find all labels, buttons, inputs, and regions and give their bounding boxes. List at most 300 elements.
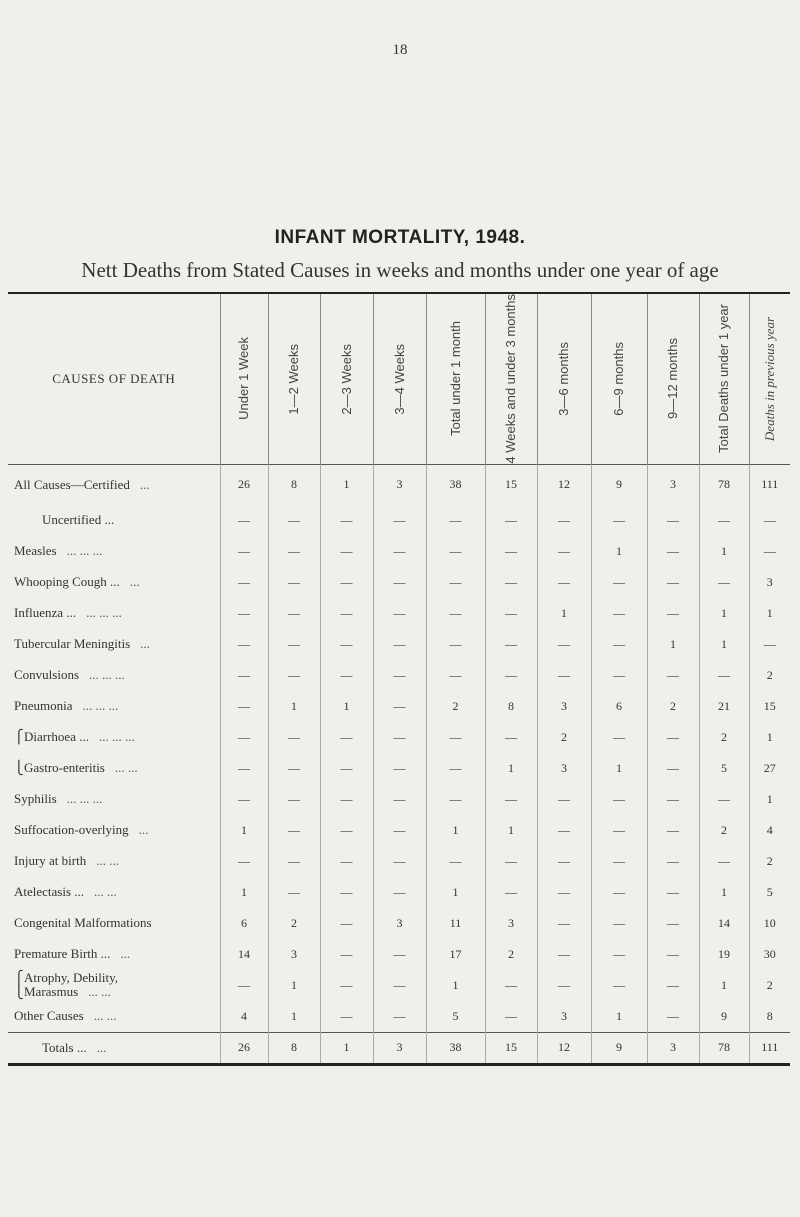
value-cell: — (426, 505, 485, 536)
cause-label: Pneumonia (14, 698, 73, 714)
value-cell: 6 (591, 691, 647, 722)
value-cell: — (485, 722, 537, 753)
value-cell: 1 (591, 1001, 647, 1033)
value-cell: — (320, 1001, 373, 1033)
value-cell: — (268, 753, 320, 784)
cause-cell (8, 877, 220, 908)
total-value-cell: 8 (268, 1032, 320, 1064)
col-header-previous-year: Deaths in previous year (749, 293, 790, 464)
value-cell: 1 (699, 970, 749, 1001)
value-cell: 1 (749, 722, 790, 753)
value-cell: — (373, 939, 426, 970)
value-cell: — (220, 536, 268, 567)
value-cell: — (220, 846, 268, 877)
value-cell: 1 (699, 629, 749, 660)
table-row (8, 629, 790, 660)
value-cell: — (373, 970, 426, 1001)
value-cell: 19 (699, 939, 749, 970)
col-header-6-9-months: 6—9 months (591, 293, 647, 464)
value-cell: — (268, 536, 320, 567)
value-cell: 1 (537, 598, 591, 629)
value-cell: — (268, 629, 320, 660)
value-cell: — (591, 660, 647, 691)
cause-cell (8, 1001, 220, 1033)
value-cell: — (591, 722, 647, 753)
value-cell: — (485, 629, 537, 660)
value-cell: 1 (268, 1001, 320, 1033)
value-cell: — (485, 846, 537, 877)
value-cell: 15 (749, 691, 790, 722)
cause-label: Atrophy, Debility, (24, 970, 118, 986)
value-cell: — (647, 753, 699, 784)
value-cell: — (268, 722, 320, 753)
value-cell: 14 (699, 908, 749, 939)
value-cell: — (373, 691, 426, 722)
value-cell: — (373, 815, 426, 846)
value-cell: — (220, 505, 268, 536)
value-cell: — (426, 722, 485, 753)
leader-dots: ... ... ... (66, 543, 103, 559)
totals-label-cell (8, 1032, 220, 1064)
value-cell: — (647, 877, 699, 908)
value-cell: — (320, 815, 373, 846)
value-cell: 1 (485, 753, 537, 784)
value-cell: — (537, 660, 591, 691)
value-cell: — (591, 846, 647, 877)
value-cell: — (426, 629, 485, 660)
leader-dots: ... (120, 946, 131, 962)
cause-cell (8, 691, 220, 722)
value-cell: — (537, 505, 591, 536)
cause-label: Gastro-enteritis (24, 760, 105, 776)
value-cell: 1 (320, 464, 373, 505)
cause-cell (8, 908, 220, 939)
cause-label: Whooping Cough ... (14, 574, 120, 590)
value-cell: 6 (220, 908, 268, 939)
leader-dots: ... (140, 636, 150, 652)
value-cell: 1 (320, 691, 373, 722)
value-cell: 2 (647, 691, 699, 722)
value-cell: 12 (537, 464, 591, 505)
cause-label: Diarrhoea ... (24, 729, 89, 745)
total-value-cell: 78 (699, 1032, 749, 1064)
causes-header: CAUSES OF DEATH (52, 370, 176, 386)
value-cell: — (373, 536, 426, 567)
value-cell: — (537, 536, 591, 567)
value-cell: — (485, 877, 537, 908)
value-cell: — (485, 536, 537, 567)
value-cell: 3 (373, 464, 426, 505)
table-row (8, 722, 790, 753)
value-cell: — (373, 846, 426, 877)
total-value-cell: 38 (426, 1032, 485, 1064)
table-row (8, 691, 790, 722)
col-header-4-weeks-3-months: 4 Weeks and under 3 months (485, 293, 537, 464)
cause-cell (8, 629, 220, 660)
table-row (8, 815, 790, 846)
value-cell: 1 (220, 815, 268, 846)
value-cell: 14 (220, 939, 268, 970)
value-cell: 11 (426, 908, 485, 939)
cause-cell (8, 464, 220, 505)
value-cell: 3 (537, 1001, 591, 1033)
table-row (8, 1001, 790, 1033)
leader-dots: ... ... (94, 884, 117, 900)
value-cell: 3 (485, 908, 537, 939)
value-cell: — (485, 1001, 537, 1033)
value-cell: 5 (749, 877, 790, 908)
value-cell: — (699, 784, 749, 815)
cause-cell (8, 970, 220, 1001)
total-value-cell: 12 (537, 1032, 591, 1064)
value-cell: — (591, 629, 647, 660)
value-cell: — (485, 598, 537, 629)
value-cell: — (591, 784, 647, 815)
total-value-cell: 111 (749, 1032, 790, 1064)
cause-label: Uncertified ... (42, 512, 115, 528)
value-cell: 3 (373, 908, 426, 939)
value-cell: 2 (699, 815, 749, 846)
value-cell: — (647, 815, 699, 846)
value-cell: 27 (749, 753, 790, 784)
value-cell: 1 (749, 598, 790, 629)
value-cell: — (647, 598, 699, 629)
value-cell: — (373, 598, 426, 629)
value-cell: 4 (749, 815, 790, 846)
brace-mark: ⎧ (14, 970, 24, 986)
value-cell: — (426, 567, 485, 598)
value-cell: — (647, 784, 699, 815)
totals-row (8, 1032, 790, 1064)
value-cell: — (485, 660, 537, 691)
value-cell: — (320, 784, 373, 815)
value-cell: — (373, 505, 426, 536)
value-cell: — (426, 660, 485, 691)
value-cell: — (320, 877, 373, 908)
value-cell: 1 (268, 970, 320, 1001)
value-cell: 2 (749, 970, 790, 1001)
value-cell: — (591, 567, 647, 598)
value-cell: 1 (485, 815, 537, 846)
value-cell: — (320, 722, 373, 753)
value-cell: 9 (699, 1001, 749, 1033)
value-cell: — (591, 877, 647, 908)
cause-cell (8, 567, 220, 598)
cause-label: Suffocation-overlying (14, 822, 129, 838)
value-cell: — (268, 846, 320, 877)
value-cell: 9 (591, 464, 647, 505)
value-cell: — (220, 660, 268, 691)
table-row (8, 536, 790, 567)
value-cell: — (537, 939, 591, 970)
col-header-9-12-months: 9—12 months (647, 293, 699, 464)
value-cell: — (220, 598, 268, 629)
value-cell: — (749, 536, 790, 567)
leader-dots: ... ... ... (86, 605, 122, 621)
cause-cell (8, 939, 220, 970)
table-row (8, 505, 790, 536)
value-cell: 111 (749, 464, 790, 505)
value-cell: — (537, 846, 591, 877)
cause-label: Injury at birth (14, 853, 87, 869)
leader-dots: ... (138, 822, 149, 838)
mortality-table-container (8, 292, 790, 1066)
value-cell: 3 (749, 567, 790, 598)
header-row (8, 293, 790, 464)
value-cell: — (591, 908, 647, 939)
cause-cell (8, 536, 220, 567)
value-cell: 78 (699, 464, 749, 505)
value-cell: — (749, 629, 790, 660)
cause-label-continued: Marasmus (24, 984, 79, 1000)
value-cell: — (647, 722, 699, 753)
value-cell: 1 (699, 598, 749, 629)
mortality-table (8, 292, 790, 1066)
value-cell: — (320, 598, 373, 629)
value-cell: — (426, 536, 485, 567)
value-cell: 10 (749, 908, 790, 939)
table-row (8, 877, 790, 908)
value-cell: — (647, 970, 699, 1001)
value-cell: — (268, 660, 320, 691)
value-cell: 8 (749, 1001, 790, 1033)
value-cell: — (699, 567, 749, 598)
value-cell: — (220, 722, 268, 753)
value-cell: 1 (426, 970, 485, 1001)
value-cell: — (537, 908, 591, 939)
value-cell: — (485, 784, 537, 815)
value-cell: — (537, 970, 591, 1001)
page-number: 18 (392, 42, 408, 58)
value-cell: 1 (699, 536, 749, 567)
value-cell: — (537, 784, 591, 815)
leader-dots: ... (96, 1039, 107, 1055)
table-row (8, 846, 790, 877)
value-cell: — (268, 815, 320, 846)
value-cell: — (591, 598, 647, 629)
table-row (8, 753, 790, 784)
value-cell: 5 (699, 753, 749, 784)
value-cell: 2 (485, 939, 537, 970)
value-cell: — (268, 505, 320, 536)
value-cell: 1 (591, 753, 647, 784)
value-cell: — (647, 567, 699, 598)
table-row (8, 970, 790, 1001)
col-header-total-under-1-month: Total under 1 month (426, 293, 485, 464)
value-cell: 2 (749, 846, 790, 877)
value-cell: 26 (220, 464, 268, 505)
value-cell: — (591, 505, 647, 536)
cause-cell (8, 784, 220, 815)
cause-label: Convulsions (14, 667, 80, 683)
value-cell: — (485, 567, 537, 598)
value-cell: — (320, 660, 373, 691)
value-cell: — (320, 629, 373, 660)
value-cell: — (268, 877, 320, 908)
value-cell: — (320, 970, 373, 1001)
total-value-cell: 26 (220, 1032, 268, 1064)
value-cell: — (220, 970, 268, 1001)
table-row (8, 598, 790, 629)
page-title: INFANT MORTALITY, 1948. (274, 227, 526, 248)
value-cell: — (537, 629, 591, 660)
value-cell: 15 (485, 464, 537, 505)
table-row (8, 908, 790, 939)
cause-cell (8, 722, 220, 753)
leader-dots: ... ... (114, 760, 138, 776)
value-cell: 21 (699, 691, 749, 722)
cause-cell (8, 815, 220, 846)
value-cell: 1 (749, 784, 790, 815)
cause-cell (8, 598, 220, 629)
value-cell: — (220, 784, 268, 815)
value-cell: — (647, 536, 699, 567)
leader-dots: ... ... ... (98, 729, 135, 745)
cause-cell (8, 753, 220, 784)
col-header-3-6-months: 3—6 months (537, 293, 591, 464)
value-cell: — (426, 753, 485, 784)
value-cell: — (220, 629, 268, 660)
value-cell: 38 (426, 464, 485, 505)
value-cell: — (320, 939, 373, 970)
cause-cell (8, 846, 220, 877)
brace-mark: ⎧ (14, 729, 24, 745)
cause-label: Other Causes (14, 1008, 84, 1024)
value-cell: 1 (220, 877, 268, 908)
col-header-total-under-1-year: Total Deaths under 1 year (699, 293, 749, 464)
cause-label: Tubercular Meningitis (14, 636, 131, 652)
value-cell: — (373, 567, 426, 598)
col-header-2-3-weeks: 2—3 Weeks (320, 293, 373, 464)
value-cell: — (320, 753, 373, 784)
value-cell: 2 (537, 722, 591, 753)
value-cell: — (591, 970, 647, 1001)
value-cell: 8 (485, 691, 537, 722)
value-cell: 1 (426, 815, 485, 846)
value-cell: 1 (591, 536, 647, 567)
leader-dots: ... ... ... (66, 791, 103, 807)
value-cell: 30 (749, 939, 790, 970)
cause-label: All Causes—Certified (14, 476, 130, 492)
cause-label: Influenza ... (14, 605, 77, 621)
value-cell: — (699, 660, 749, 691)
value-cell: 4 (220, 1001, 268, 1033)
value-cell: — (220, 753, 268, 784)
value-cell: — (647, 939, 699, 970)
value-cell: — (268, 598, 320, 629)
value-cell: — (320, 505, 373, 536)
brace-mark: ⎩ (14, 760, 24, 776)
value-cell: 2 (699, 722, 749, 753)
page-subtitle: Nett Deaths from Stated Causes in weeks and months under one year of age (81, 258, 719, 282)
value-cell: — (485, 970, 537, 1001)
value-cell: — (647, 660, 699, 691)
totals-label: Totals ... (42, 1039, 87, 1055)
value-cell: — (373, 877, 426, 908)
total-value-cell: 1 (320, 1032, 373, 1064)
col-header-3-4-weeks: 3—4 Weeks (373, 293, 426, 464)
value-cell: — (426, 598, 485, 629)
leader-dots: ... ... ... (89, 667, 125, 683)
value-cell: — (699, 846, 749, 877)
value-cell: — (485, 505, 537, 536)
value-cell: — (699, 505, 749, 536)
leader-dots: ... ... (93, 1008, 117, 1024)
value-cell: — (320, 536, 373, 567)
value-cell: — (591, 815, 647, 846)
cause-cell (8, 660, 220, 691)
leader-dots: ... ... (96, 853, 119, 869)
total-value-cell: 15 (485, 1032, 537, 1064)
table-row (8, 660, 790, 691)
value-cell: — (373, 722, 426, 753)
value-cell: — (647, 908, 699, 939)
value-cell: 2 (426, 691, 485, 722)
value-cell: — (320, 567, 373, 598)
total-value-cell: 3 (373, 1032, 426, 1064)
value-cell: — (647, 846, 699, 877)
value-cell: — (220, 691, 268, 722)
value-cell: — (647, 505, 699, 536)
value-cell: — (373, 753, 426, 784)
leader-dots: ... (129, 574, 140, 590)
brace-mark: ⎩ (14, 984, 24, 1000)
leader-dots: ... ... (88, 984, 111, 1000)
value-cell: — (373, 1001, 426, 1033)
value-cell: 5 (426, 1001, 485, 1033)
value-cell: — (426, 846, 485, 877)
value-cell: — (268, 784, 320, 815)
table-body (8, 464, 790, 1064)
total-value-cell: 9 (591, 1032, 647, 1064)
value-cell: 2 (749, 660, 790, 691)
col-header-1-2-weeks: 1—2 Weeks (268, 293, 320, 464)
value-cell: — (537, 877, 591, 908)
value-cell: — (268, 567, 320, 598)
value-cell: 8 (268, 464, 320, 505)
value-cell: — (647, 1001, 699, 1033)
value-cell: — (320, 846, 373, 877)
table-row (8, 464, 790, 505)
table-row (8, 784, 790, 815)
value-cell: 3 (647, 464, 699, 505)
value-cell: 3 (537, 691, 591, 722)
value-cell: — (749, 505, 790, 536)
cause-label: Atelectasis ... (14, 884, 85, 900)
value-cell: 17 (426, 939, 485, 970)
value-cell: — (537, 815, 591, 846)
cause-label: Syphilis (14, 791, 57, 807)
leader-dots: ... ... ... (82, 698, 119, 714)
table-row (8, 567, 790, 598)
value-cell: — (373, 660, 426, 691)
value-cell: 1 (268, 691, 320, 722)
cause-label: Congenital Malformations (14, 915, 152, 931)
value-cell: 3 (537, 753, 591, 784)
value-cell: — (320, 908, 373, 939)
value-cell: — (373, 784, 426, 815)
col-header-under-1-week: Under 1 Week (220, 293, 268, 464)
value-cell: — (537, 567, 591, 598)
table-row (8, 939, 790, 970)
cause-label: Premature Birth ... (14, 946, 111, 962)
value-cell: — (373, 629, 426, 660)
cause-label: Measles (14, 543, 57, 559)
total-value-cell: 3 (647, 1032, 699, 1064)
value-cell: 1 (647, 629, 699, 660)
value-cell: — (591, 939, 647, 970)
value-cell: 2 (268, 908, 320, 939)
